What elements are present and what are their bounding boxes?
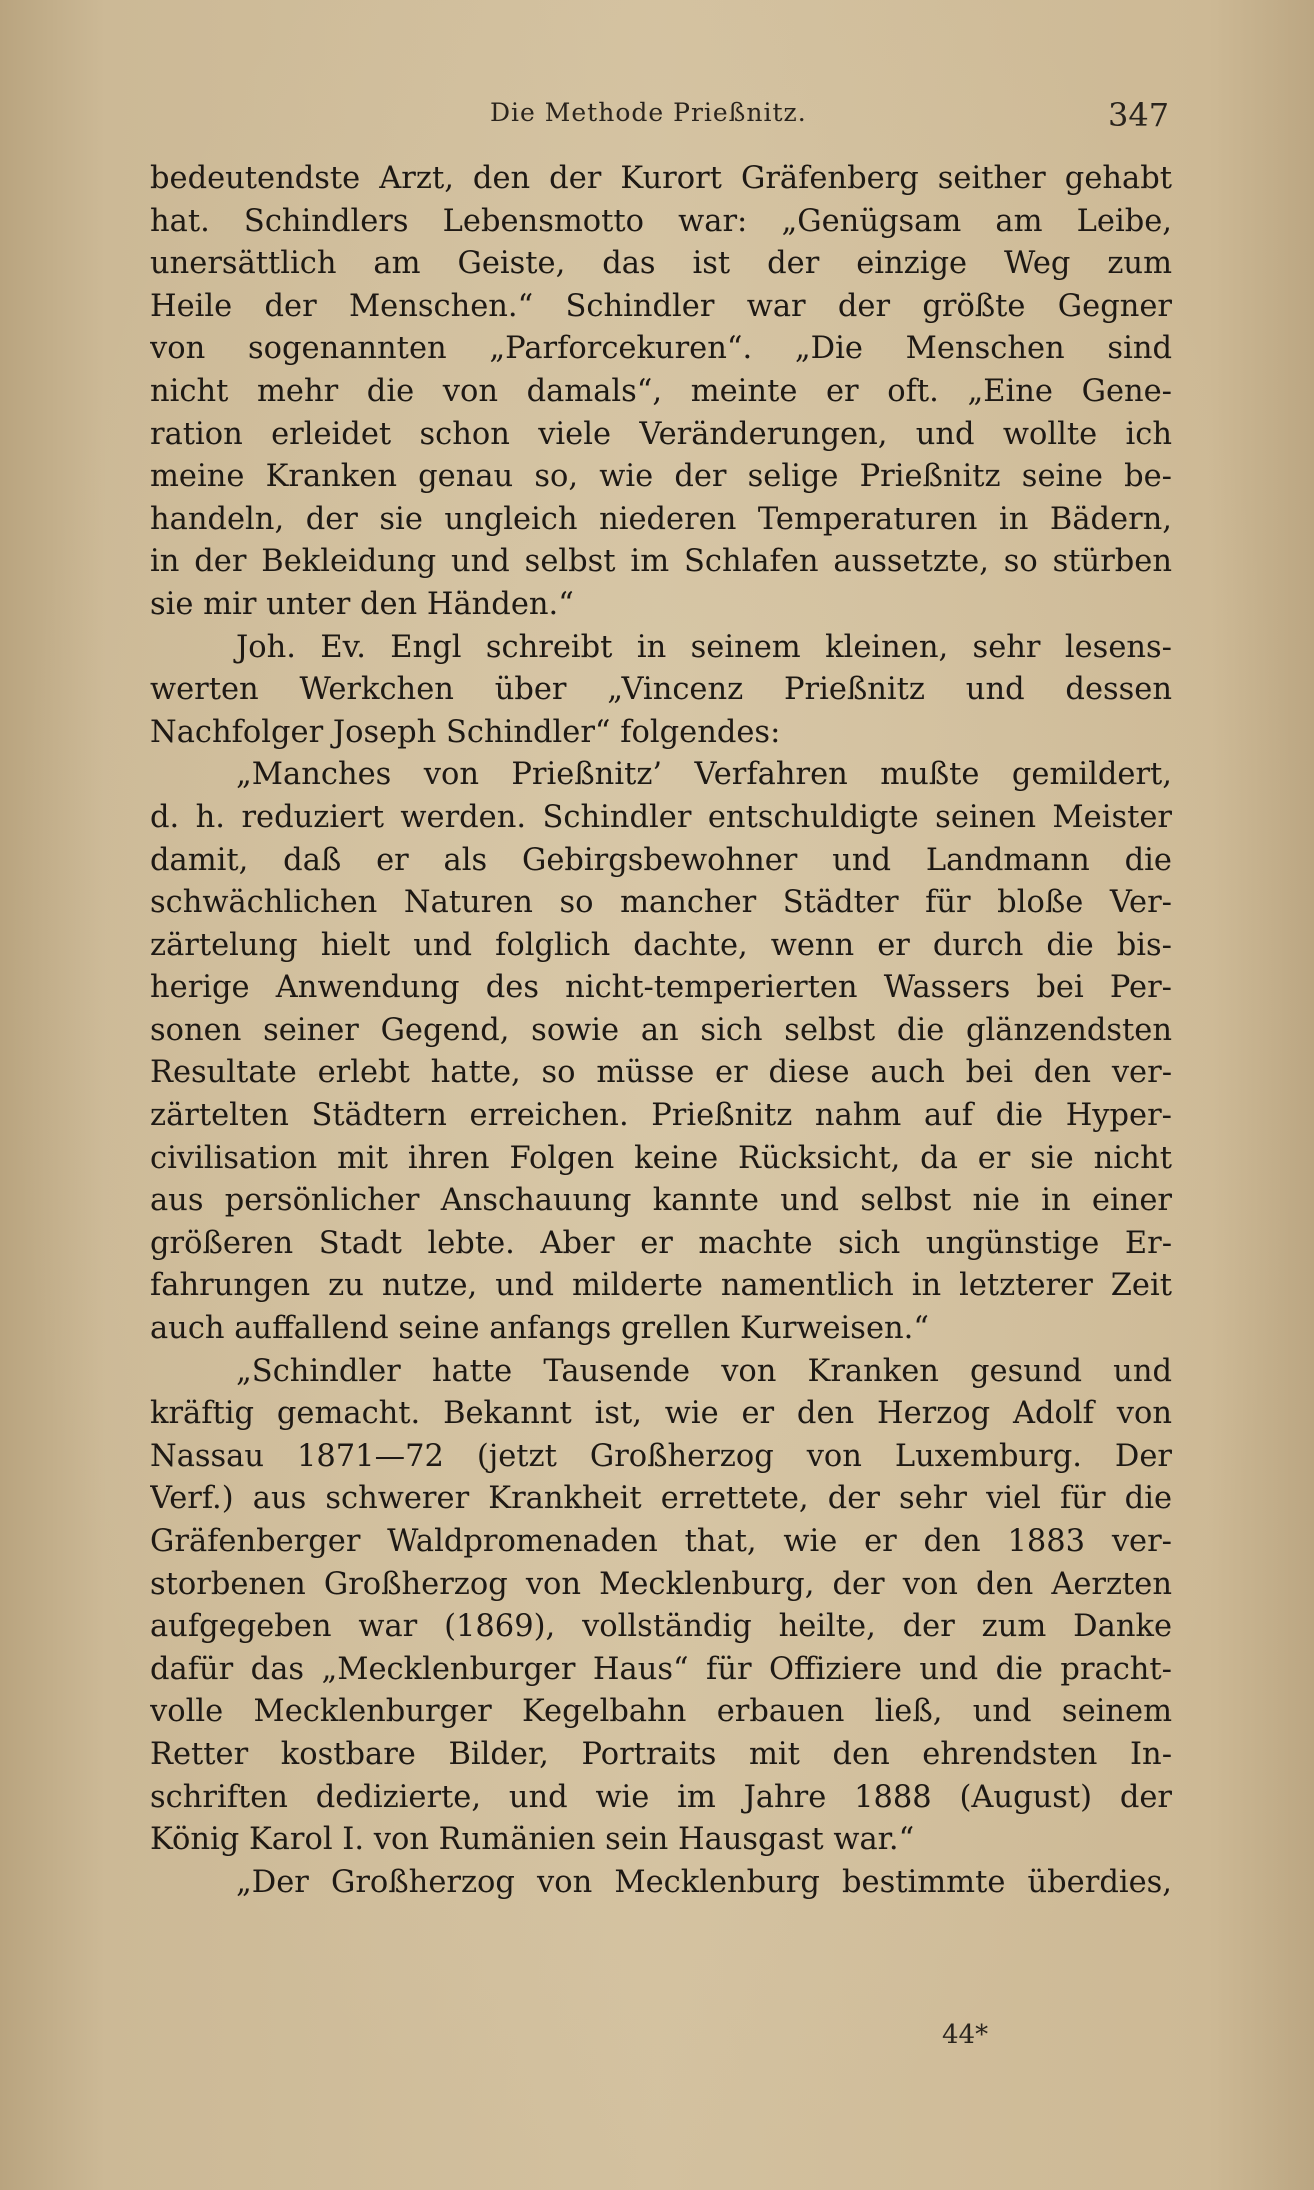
text-line: ration erleidet schon viele Veränderungen, und wollte ich [150,416,1172,452]
text-line: „Der Großherzog von Mecklenburg bestimmte überdies, [236,1864,1172,1900]
text-line: Nassau 1871—72 (jetzt Großherzog von Luxemburg. Der [150,1438,1172,1474]
text-line: hat. Schindlers Lebensmotto war: „Genügsam am Leibe, [150,203,1172,239]
text-line: Resultate erlebt hatte, so müsse er diese auch bei den ver- [150,1055,1172,1091]
text-line: Retter kostbare Bilder, Portraits mit den ehrendsten In- [150,1736,1172,1772]
text-line: damit, daß er als Gebirgsbewohner und Landmann die [150,842,1172,878]
text-line: Nachfolger Joseph Schindler“ folgendes: [150,714,781,750]
text-line: sie mir unter den Händen.“ [150,586,574,622]
signature-mark: 44* [942,2020,989,2050]
text-line: von sogenannten „Parforcekuren“. „Die Menschen sind [150,331,1172,367]
text-line: Joh. Ev. Engl schreibt in seinem kleinen, sehr lesens- [236,629,1172,665]
text-line: herige Anwendung des nicht-temperierten Wassers bei Per- [150,970,1172,1006]
page-number: 347 [1108,96,1170,134]
text-line: meine Kranken genau so, wie der selige Prießnitz seine be- [150,459,1172,495]
text-line: storbenen Großherzog von Mecklenburg, der von den Aerzten [150,1566,1172,1602]
text-line: volle Mecklenburger Kegelbahn erbauen ließ, und seinem [150,1694,1172,1730]
text-line: größeren Stadt lebte. Aber er machte sich ungünstige Er- [150,1225,1172,1261]
text-line: civilisation mit ihren Folgen keine Rücksicht, da er sie nicht [150,1140,1172,1176]
text-line: schwächlichen Naturen so mancher Städter für bloße Ver- [150,885,1172,921]
text-line: „Manches von Prießnitz’ Verfahren mußte gemildert, [236,757,1172,793]
running-head: Die Methode Prießnitz. [490,98,807,127]
text-line: „Schindler hatte Tausende von Kranken gesund und [236,1353,1172,1389]
text-line: dafür das „Mecklenburger Haus“ für Offiziere und die pracht- [150,1651,1172,1687]
text-line: fahrungen zu nutze, und milderte namentlich in letzterer Zeit [150,1268,1172,1304]
text-line: in der Bekleidung und selbst im Schlafen aussetzte, so stürben [150,544,1172,580]
body-text [150,158,1172,1904]
text-line: zärtelung hielt und folglich dachte, wenn er durch die bis- [150,927,1172,963]
text-line: zärtelten Städtern erreichen. Prießnitz nahm auf die Hyper- [150,1098,1172,1134]
text-line: kräftig gemacht. Bekannt ist, wie er den Herzog Adolf von [150,1396,1172,1432]
text-line: Gräfenberger Waldpromenaden that, wie er den 1883 ver- [150,1524,1172,1559]
text-line: schriften dedizierte, und wie im Jahre 1888 (August) der [150,1779,1172,1815]
text-line: Heile der Menschen.“ Schindler war der größte Gegner [150,288,1172,324]
text-line: sonen seiner Gegend, sowie an sich selbst die glänzendsten [150,1012,1172,1048]
text-line: handeln, der sie ungleich niederen Temperaturen in Bädern, [150,501,1172,537]
text-line: auch auffallend seine anfangs grellen Kurweisen.“ [150,1311,929,1347]
text-line: unersättlich am Geiste, das ist der einzige Weg zum [150,246,1172,282]
text-line: aufgegeben war (1869), vollständig heilte, der zum Danke [150,1609,1172,1645]
text-line: Verf.) aus schwerer Krankheit errettete, der sehr viel für die [150,1481,1172,1517]
text-line: d. h. reduziert werden. Schindler entschuldigte seinen Meister [150,799,1172,835]
text-line: König Karol I. von Rumänien sein Hausgast war.“ [150,1822,915,1858]
text-line: nicht mehr die von damals“, meinte er oft. „Eine Gene- [150,373,1172,409]
text-line: bedeutendste Arzt, den der Kurort Gräfenberg seither gehabt [150,161,1172,196]
text-line: aus persönlicher Anschauung kannte und selbst nie in einer [150,1183,1172,1219]
text-line: werten Werkchen über „Vincenz Prießnitz und dessen [150,672,1172,708]
